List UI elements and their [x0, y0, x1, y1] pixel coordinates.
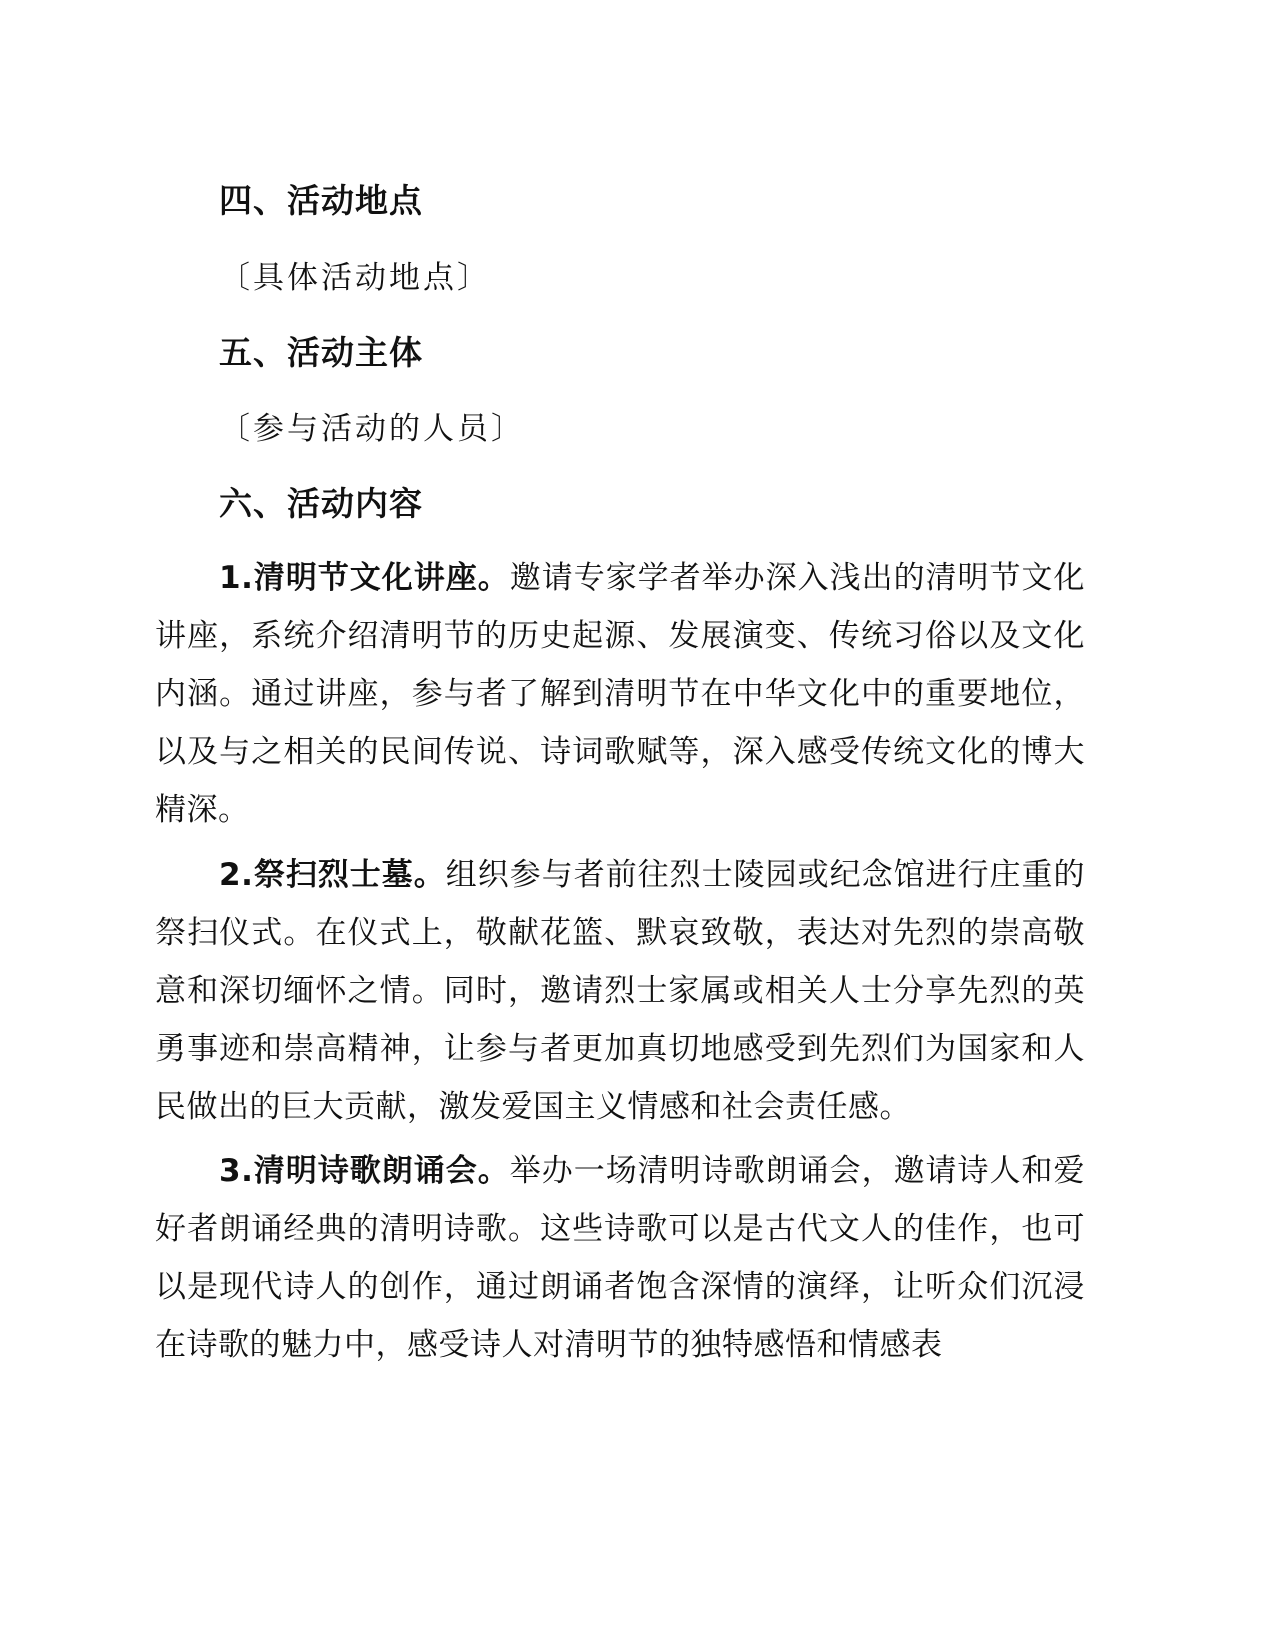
location-placeholder: 〔具体活动地点〕	[219, 260, 491, 296]
item-number: 1.	[219, 560, 254, 596]
item-text: 组织参与者前往烈士陵园或纪念馆进行庄重的祭扫仪式。在仪式上，敬献花篮、默哀致敬，表达对先烈的崇高敬意和深切缅怀之情。同时，邀请烈士家属或相关人士分享先烈的英勇事迹和崇高精神，让参与者更加真切地感受到先烈们为国家和人民做出的巨大贡献，激发爱国主义情感和社会责任感。	[155, 857, 1086, 1125]
section-heading-participants: 五、活动主体	[219, 333, 423, 372]
section-heading-location: 四、活动地点	[219, 181, 423, 220]
item-title: 清明诗歌朗诵会。	[253, 1153, 510, 1189]
item-number: 3.	[219, 1153, 254, 1189]
section-heading-content: 六、活动内容	[219, 484, 423, 523]
content-item-tomb-sweeping	[155, 846, 1085, 1136]
participants-placeholder: 〔参与活动的人员〕	[219, 411, 525, 447]
item-title: 祭扫烈士墓。	[253, 857, 446, 893]
item-text: 邀请专家学者举办深入浅出的清明节文化讲座，系统介绍清明节的历史起源、发展演变、传统习俗以及文化内涵。通过讲座，参与者了解到清明节在中华文化中的重要地位，以及与之相关的民间传说、诗词歌赋等，深入感受传统文化的博大精深。	[155, 560, 1085, 828]
item-title: 清明节文化讲座。	[253, 560, 510, 596]
content-item-poetry-recital	[155, 1142, 1085, 1374]
item-text: 举办一场清明诗歌朗诵会，邀请诗人和爱好者朗诵经典的清明诗歌。这些诗歌可以是古代文人的佳作，也可以是现代诗人的创作，通过朗诵者饱含深情的演绎，让听众们沉浸在诗歌的魅力中，感受诗人对清明节的独特感悟和情感表	[155, 1153, 1085, 1363]
item-number: 2.	[219, 857, 254, 893]
content-item-lecture	[155, 549, 1085, 839]
